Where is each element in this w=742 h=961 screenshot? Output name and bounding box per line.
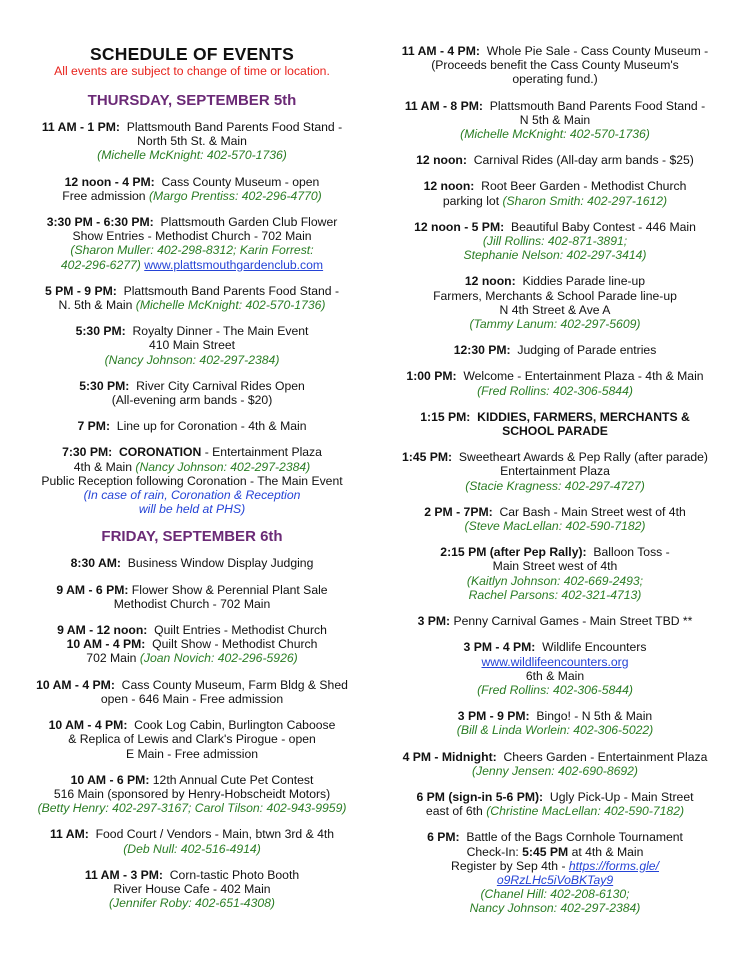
- event-time: 4 PM - Midnight:: [402, 749, 497, 764]
- event-time: 3 PM:: [417, 614, 451, 629]
- event-item: [382, 99, 728, 142]
- event-time: 5:45 PM: [522, 844, 569, 859]
- event-desc: Balloon Toss -: [593, 545, 670, 560]
- event-location: east of 6th: [425, 804, 483, 819]
- event-location: Show Entries - Methodist Church - 702 Main: [72, 229, 312, 244]
- event-time: 12 noon - 5 PM:: [414, 219, 505, 234]
- event-item: [382, 343, 728, 357]
- event-location: 516 Main (sponsored by Henry-Hobscheidt Motors): [53, 786, 331, 801]
- event-time: 9 AM - 6 PM:: [56, 582, 129, 597]
- event-time: 1:00 PM:: [406, 369, 457, 384]
- event-desc: Bingo! - N 5th & Main: [536, 709, 653, 724]
- event-contact: (Joan Novich: 402-296-5926): [139, 651, 298, 666]
- event-time: 3:30 PM - 6:30 PM:: [46, 215, 154, 230]
- event-contact: (Fred Rollins: 402-306-5844): [477, 383, 633, 398]
- event-contact: (Michelle McKnight: 402-570-1736): [135, 298, 326, 313]
- event-time: 11 AM - 8 PM:: [404, 98, 483, 113]
- event-desc: Farmers, Merchants & School Parade line-up: [433, 288, 677, 303]
- event-desc: Sweetheart Awards & Pep Rally (after parade): [458, 450, 708, 465]
- event-desc: Cook Log Cabin, Burlington Caboose: [134, 718, 336, 733]
- event-time: 7:30 PM:: [62, 445, 113, 460]
- event-location: Methodist Church - 702 Main: [113, 596, 271, 611]
- event-contact: (Michelle McKnight: 402-570-1736): [460, 127, 650, 142]
- event-desc: Quilt Show - Methodist Church: [152, 637, 318, 652]
- event-contact: (Jenny Jensen: 402-690-8692): [472, 763, 638, 778]
- event-item: [22, 556, 362, 570]
- right-column: [382, 0, 728, 916]
- event-location: Free admission: [62, 188, 146, 203]
- event-item: [22, 445, 362, 516]
- event-time: 11 AM:: [49, 827, 89, 842]
- event-location: (All-evening arm bands - $20): [111, 393, 273, 408]
- event-contact: (Chanel Hill: 402-208-6130;: [480, 887, 630, 902]
- event-item: [382, 153, 728, 167]
- event-time: 10 AM - 4 PM:: [36, 677, 115, 692]
- event-location: open - 646 Main - Free admission: [100, 691, 284, 706]
- event-desc: operating fund.): [512, 72, 598, 87]
- event-desc: Plattsmouth Band Parents Food Stand -: [123, 283, 339, 298]
- event-contact: (Sharon Smith: 402-297-1612): [502, 193, 668, 208]
- event-desc: Food Court / Vendors - Main, btwn 3rd & 4th: [95, 827, 335, 842]
- event-item: [22, 868, 362, 911]
- registration-link[interactable]: https://forms.gle/: [568, 858, 659, 873]
- event-desc: Cheers Garden - Entertainment Plaza: [503, 749, 708, 764]
- event-time: 6 PM:: [427, 830, 460, 845]
- garden-club-link[interactable]: www.plattsmouthgardenclub.com: [144, 257, 324, 272]
- event-desc: Corn-tastic Photo Booth: [169, 867, 300, 882]
- event-item: [382, 709, 728, 737]
- event-location: Entertainment Plaza: [500, 464, 610, 479]
- event-time: 1:15 PM:: [420, 409, 471, 424]
- event-desc: - Entertainment Plaza: [204, 445, 322, 460]
- event-time: 12 noon:: [464, 274, 516, 289]
- event-contact: (Jill Rollins: 402-871-3891;: [482, 234, 628, 249]
- event-location: 6th & Main: [525, 668, 585, 683]
- event-time: 2 PM - 7PM:: [424, 504, 493, 519]
- event-desc: Business Window Display Judging: [127, 556, 314, 571]
- event-item: [22, 175, 362, 203]
- event-desc: Welcome - Entertainment Plaza - 4th & Main: [463, 369, 704, 384]
- event-contact: (Margo Prentiss: 402-296-4770): [148, 188, 322, 203]
- event-item: [22, 419, 362, 433]
- event-time: 10 AM - 4 PM:: [48, 718, 128, 733]
- event-desc: Penny Carnival Games - Main Street TBD **: [453, 614, 693, 629]
- event-item: [22, 583, 362, 611]
- event-item: [382, 179, 728, 207]
- event-item: [22, 678, 362, 706]
- wildlife-link[interactable]: www.wildlifeencounters.org: [481, 654, 629, 669]
- event-item: [22, 324, 362, 367]
- event-item: [382, 44, 728, 87]
- event-item: [382, 274, 728, 331]
- event-desc: Cass County Museum - open: [161, 174, 320, 189]
- event-location: N 4th Street & Ave A: [499, 302, 611, 317]
- event-desc: Royalty Dinner - The Main Event: [132, 324, 309, 339]
- event-time: 10 AM - 4 PM:: [66, 637, 146, 652]
- event-desc: River City Carnival Rides Open: [136, 378, 305, 393]
- event-desc: Check-In:: [466, 844, 519, 859]
- registration-link[interactable]: o9RzLHc5iVoBKTay9: [496, 872, 614, 887]
- event-time: 3 PM - 9 PM:: [457, 709, 530, 724]
- event-contact: (Nancy Johnson: 402-297-2384): [104, 352, 280, 367]
- event-item: [22, 284, 362, 312]
- left-column: [22, 0, 362, 910]
- event-desc: (Proceeds benefit the Cass County Museum's: [431, 58, 679, 73]
- event-desc: Register by Sep 4th -: [451, 858, 566, 873]
- event-location: River House Cafe - 402 Main: [113, 881, 271, 896]
- event-contact: (Fred Rollins: 402-306-5844): [477, 682, 633, 697]
- event-contact: (Kaitlyn Johnson: 402-669-2493;: [466, 573, 644, 588]
- event-item: [382, 220, 728, 263]
- day-heading-friday: FRIDAY, SEPTEMBER 6th: [101, 528, 283, 546]
- event-title: CORONATION: [118, 445, 202, 460]
- event-desc: Kiddies Parade line-up: [522, 274, 646, 289]
- event-contact: (Tammy Lanum: 402-297-5609): [469, 317, 641, 332]
- event-item: [382, 640, 728, 697]
- event-desc: Battle of the Bags Cornhole Tournament: [466, 830, 683, 845]
- event-desc: Wildlife Encounters: [542, 640, 647, 655]
- event-desc: 12th Annual Cute Pet Contest: [152, 772, 314, 787]
- event-item: [382, 450, 728, 493]
- event-title: SCHOOL PARADE: [502, 424, 608, 439]
- event-item: [382, 545, 728, 602]
- event-desc: Beautiful Baby Contest - 446 Main: [510, 219, 696, 234]
- event-desc: Plattsmouth Garden Club Flower: [160, 215, 338, 230]
- rain-note: will be held at PHS): [138, 502, 246, 517]
- event-desc: Car Bash - Main Street west of 4th: [499, 504, 686, 519]
- event-desc: Judging of Parade entries: [517, 343, 657, 358]
- event-time: 9 AM - 12 noon:: [57, 623, 148, 638]
- event-contact: (Michelle McKnight: 402-570-1736): [97, 148, 287, 163]
- event-item: [382, 410, 728, 438]
- event-time: 6 PM (sign-in 5-6 PM):: [416, 789, 544, 804]
- event-item: [382, 830, 728, 915]
- event-contact: (Steve MacLellan: 402-590-7182): [464, 519, 646, 534]
- event-time: 11 AM - 4 PM:: [401, 44, 480, 58]
- event-contact: 402-296-6277): [60, 257, 141, 272]
- event-time: 1:45 PM:: [402, 450, 453, 465]
- event-item: [22, 215, 362, 272]
- event-time: 3 PM - 4 PM:: [463, 640, 536, 655]
- event-location: 410 Main Street: [148, 338, 236, 353]
- event-location: parking lot: [442, 193, 500, 208]
- event-time: 7 PM:: [77, 419, 111, 434]
- event-item: [22, 827, 362, 855]
- rain-note: (In case of rain, Coronation & Reception: [83, 488, 301, 503]
- event-contact: Nancy Johnson: 402-297-2384): [469, 901, 641, 916]
- event-item: [22, 623, 362, 666]
- event-time: 12 noon - 4 PM:: [64, 174, 155, 189]
- event-contact: (Deb Null: 402-516-4914): [123, 841, 261, 856]
- event-desc: Plattsmouth Band Parents Food Stand -: [126, 120, 343, 134]
- event-contact: (Betty Henry: 402-297-3167; Carol Tilson: 402-943-9959): [37, 801, 347, 816]
- event-desc: Flower Show & Perennial Plant Sale: [131, 582, 328, 597]
- event-desc: Whole Pie Sale - Cass County Museum -: [486, 44, 709, 58]
- day-heading-thursday: THURSDAY, SEPTEMBER 5th: [87, 92, 297, 109]
- event-item: [382, 750, 728, 778]
- event-contact: (Jennifer Roby: 402-651-4308): [109, 896, 275, 911]
- event-item: [22, 773, 362, 816]
- event-time: 12 noon:: [416, 153, 467, 168]
- event-desc: & Replica of Lewis and Clark's Pirogue - open: [68, 732, 316, 747]
- event-location: 4th & Main: [73, 459, 133, 474]
- event-contact: Stephanie Nelson: 402-297-3414): [463, 248, 647, 263]
- event-time: 2:15 PM (after Pep Rally):: [440, 545, 587, 560]
- event-desc: Line up for Coronation - 4th & Main: [116, 419, 307, 434]
- event-time: 5:30 PM:: [79, 378, 130, 393]
- event-time: 11 AM - 1 PM:: [41, 120, 120, 134]
- event-location: N. 5th & Main: [58, 298, 133, 313]
- event-item: [22, 718, 362, 761]
- page-title: SCHEDULE OF EVENTS: [90, 44, 294, 64]
- event-time: 12:30 PM:: [453, 343, 511, 358]
- event-desc: Plattsmouth Band Parents Food Stand -: [489, 98, 706, 113]
- event-location: Main Street west of 4th: [492, 559, 618, 574]
- event-desc: Root Beer Garden - Methodist Church: [481, 179, 687, 194]
- event-desc: Quilt Entries - Methodist Church: [154, 623, 327, 638]
- event-title: KIDDIES, FARMERS, MERCHANTS &: [477, 409, 690, 424]
- event-contact: (Nancy Johnson: 402-297-2384): [135, 459, 311, 474]
- change-notice: All events are subject to change of time or location.: [54, 64, 330, 78]
- event-item: [22, 379, 362, 407]
- event-time: 5 PM - 9 PM:: [45, 283, 117, 298]
- event-time: 11 AM - 3 PM:: [84, 867, 163, 882]
- event-location: E Main - Free admission: [125, 746, 259, 761]
- event-time: 8:30 AM:: [70, 556, 121, 571]
- event-time: 12 noon:: [423, 179, 475, 194]
- event-item: [382, 369, 728, 397]
- event-location: at 4th & Main: [571, 844, 644, 859]
- event-desc: Public Reception following Coronation - The Main Event: [41, 473, 343, 488]
- event-time: 10 AM - 6 PM:: [70, 772, 150, 787]
- event-contact: (Stacie Kragness: 402-297-4727): [465, 478, 645, 493]
- event-item: [382, 505, 728, 533]
- event-contact: (Christine MacLellan: 402-590-7182): [486, 804, 685, 819]
- event-contact: (Bill & Linda Worlein: 402-306-5022): [456, 723, 654, 738]
- event-location: 702 Main: [86, 651, 137, 666]
- event-contact: Rachel Parsons: 402-321-4713): [468, 587, 642, 602]
- event-item: [382, 614, 728, 628]
- event-desc: Cass County Museum, Farm Bldg & Shed: [121, 677, 348, 692]
- event-item: [22, 120, 362, 163]
- event-desc: Ugly Pick-Up - Main Street: [549, 789, 694, 804]
- event-time: 5:30 PM:: [75, 324, 126, 339]
- event-desc: Carnival Rides (All-day arm bands - $25): [473, 153, 694, 168]
- event-location: North 5th St. & Main: [137, 134, 247, 149]
- event-item: [382, 790, 728, 818]
- event-contact: (Sharon Muller: 402-298-8312; Karin Forrest:: [70, 243, 314, 258]
- event-location: N 5th & Main: [519, 112, 591, 127]
